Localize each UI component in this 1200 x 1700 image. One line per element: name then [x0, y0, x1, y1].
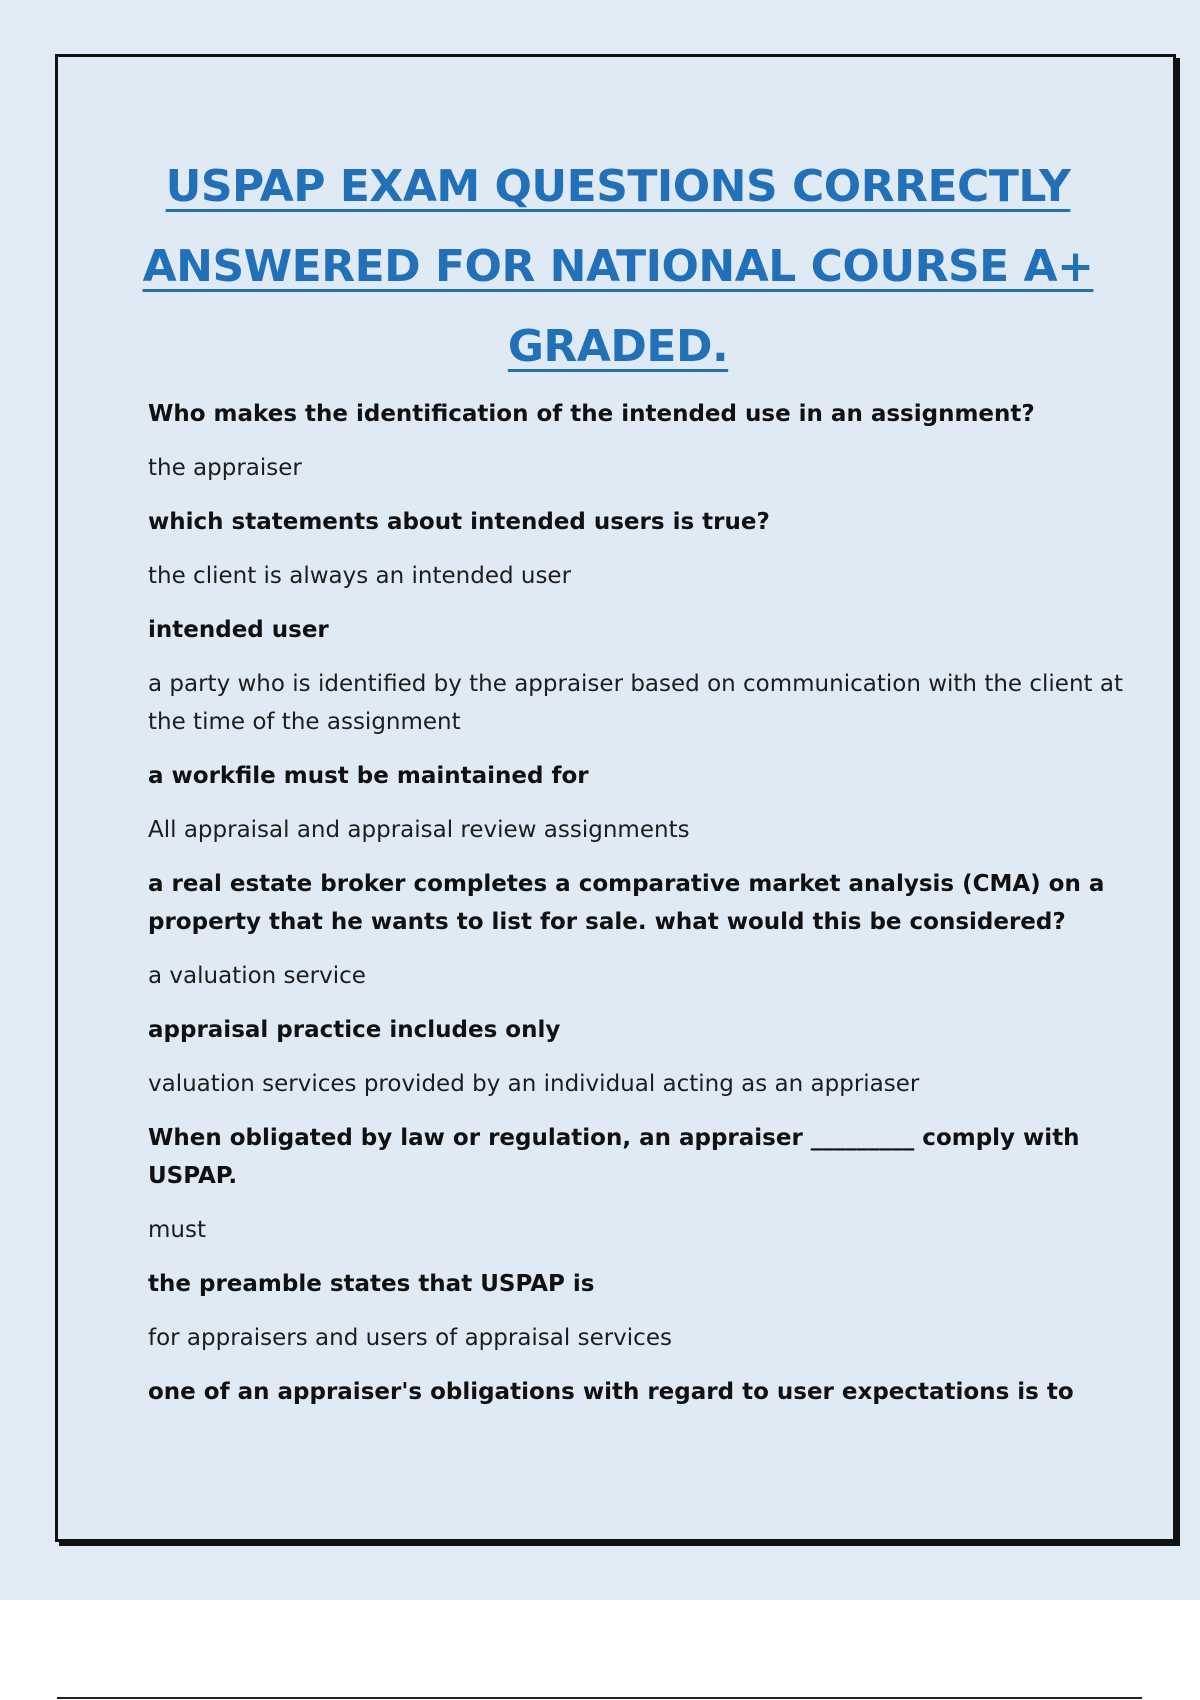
title-line: ANSWERED FOR NATIONAL COURSE A+ [142, 241, 1094, 292]
title-line: GRADED. [507, 321, 729, 372]
question: which statements about intended users is true? [148, 509, 770, 535]
title-line: USPAP EXAM QUESTIONS CORRECTLY [165, 161, 1071, 212]
question: one of an appraiser's obligations with regard to user expectations is to [148, 1379, 1074, 1405]
page-divider [57, 1697, 1142, 1699]
question: Who makes the identification of the intended use in an assignment? [148, 401, 1035, 427]
answer: the appraiser [148, 455, 302, 481]
answer: a valuation service [148, 963, 366, 989]
document-title [118, 147, 1118, 387]
answer: a party who is identified by the appraiser based on communication with the client at the time of the assignment [148, 671, 1123, 735]
document-frame [55, 54, 1176, 1542]
answer: valuation services provided by an individual acting as an appriaser [148, 1071, 920, 1097]
question: intended user [148, 617, 329, 643]
question: the preamble states that USPAP is [148, 1271, 595, 1297]
question: a real estate broker completes a comparative market analysis (CMA) on a property that he wants to list for sale. what would this be considered? [148, 871, 1105, 935]
question: appraisal practice includes only [148, 1017, 561, 1043]
answer: for appraisers and users of appraisal services [148, 1325, 672, 1351]
qa-list [148, 395, 1138, 1427]
answer: the client is always an intended user [148, 563, 572, 589]
question: When obligated by law or regulation, an appraiser _________ comply with USPAP. [148, 1125, 1080, 1189]
question: a workfile must be maintained for [148, 763, 589, 789]
answer: All appraisal and appraisal review assignments [148, 817, 690, 843]
answer: must [148, 1217, 206, 1243]
